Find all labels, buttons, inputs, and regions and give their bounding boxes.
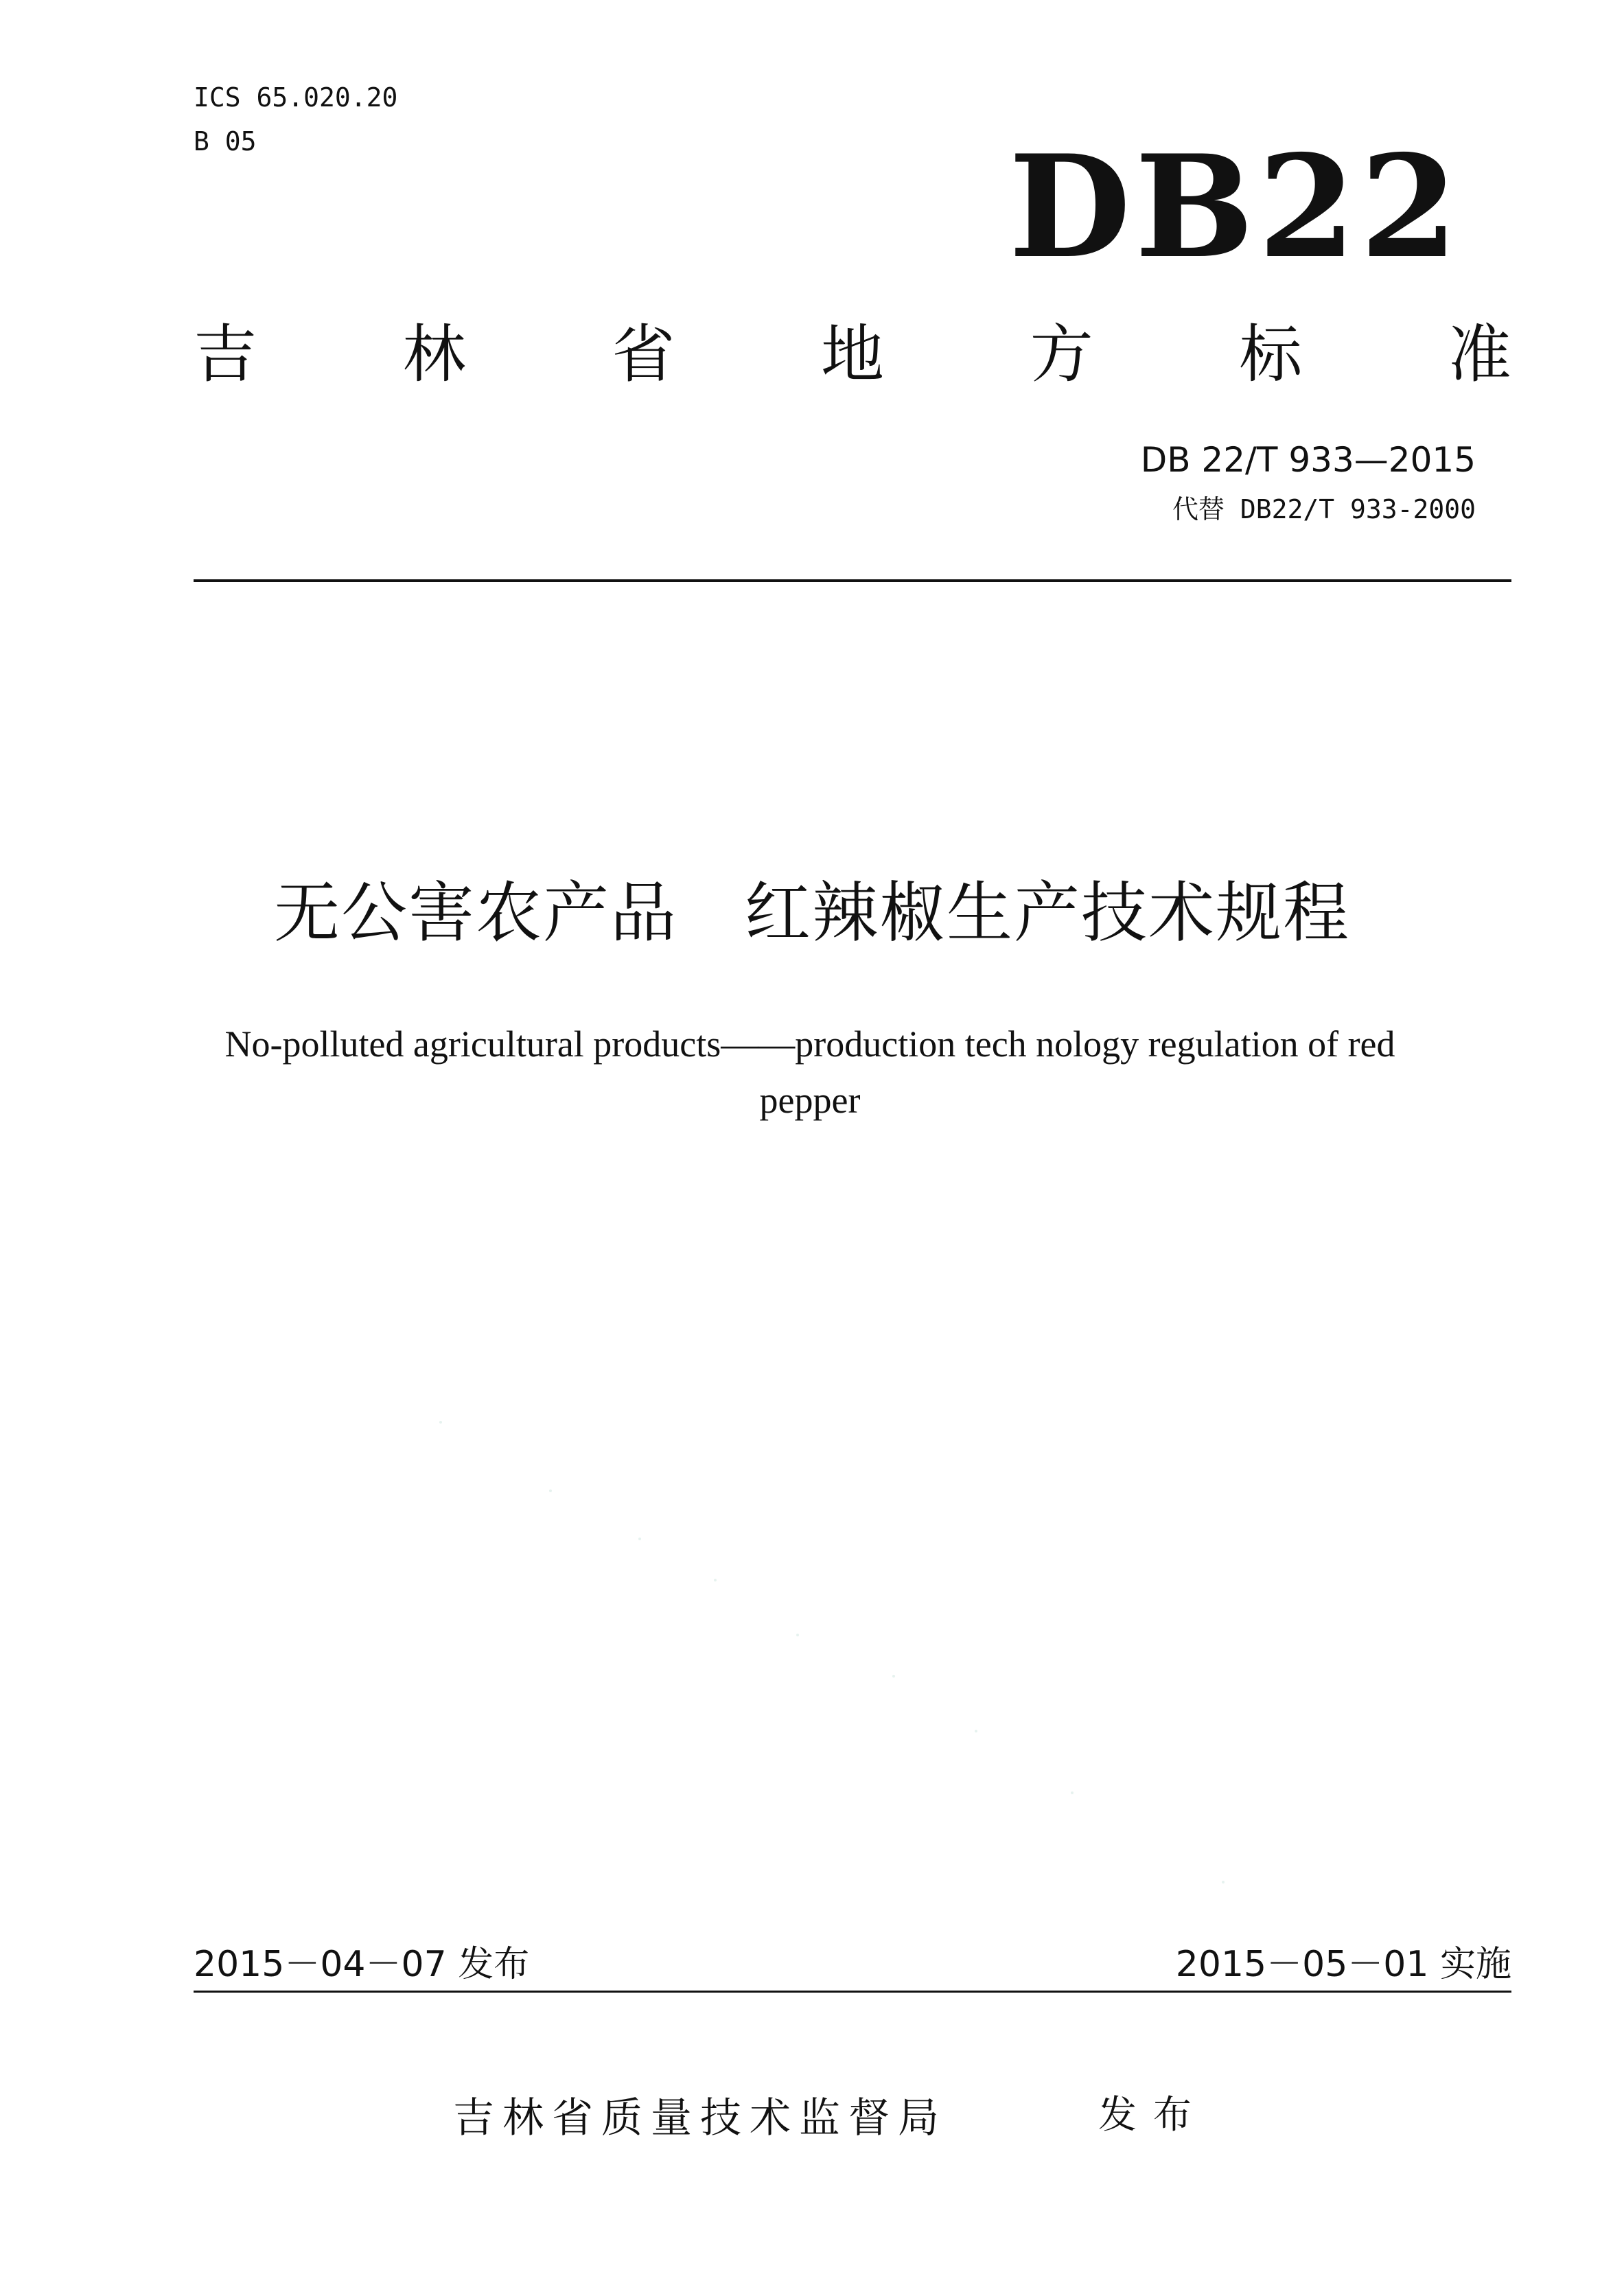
replaces-standard: 代替 DB22/T 933-2000 bbox=[1172, 494, 1476, 524]
standard-logo: DB22 bbox=[1008, 125, 1462, 290]
standard-number: DB 22/T 933—2015 bbox=[1140, 440, 1476, 480]
footer-divider bbox=[194, 1991, 1511, 1993]
standard-type-char: 吉 bbox=[194, 318, 257, 391]
standard-type-heading bbox=[194, 317, 1511, 393]
ccs-code: B 05 bbox=[194, 126, 257, 156]
ics-code: ICS 65.020.20 bbox=[194, 82, 398, 113]
standard-type-char: 标 bbox=[1239, 318, 1303, 391]
issuer-action: 发布 bbox=[1098, 2093, 1208, 2137]
title-english: No-polluted agricultural products——production tech nology regulation of red pepper bbox=[224, 1023, 1395, 1121]
issue-date: 2015－04－07 发布 bbox=[194, 1944, 530, 1985]
standard-type-char: 地 bbox=[820, 318, 884, 391]
standard-type-char: 准 bbox=[1448, 318, 1511, 391]
header-divider bbox=[194, 579, 1511, 582]
standard-type-char: 林 bbox=[402, 318, 466, 391]
standard-type-char: 方 bbox=[1030, 318, 1093, 391]
title-chinese: 无公害农产品 红辣椒生产技术规程 bbox=[274, 874, 1350, 951]
implementation-date: 2015－05－01 实施 bbox=[1175, 1944, 1511, 1985]
issuer: 吉林省质量技术监督局 bbox=[453, 2094, 947, 2142]
standard-type-char: 省 bbox=[612, 318, 675, 391]
